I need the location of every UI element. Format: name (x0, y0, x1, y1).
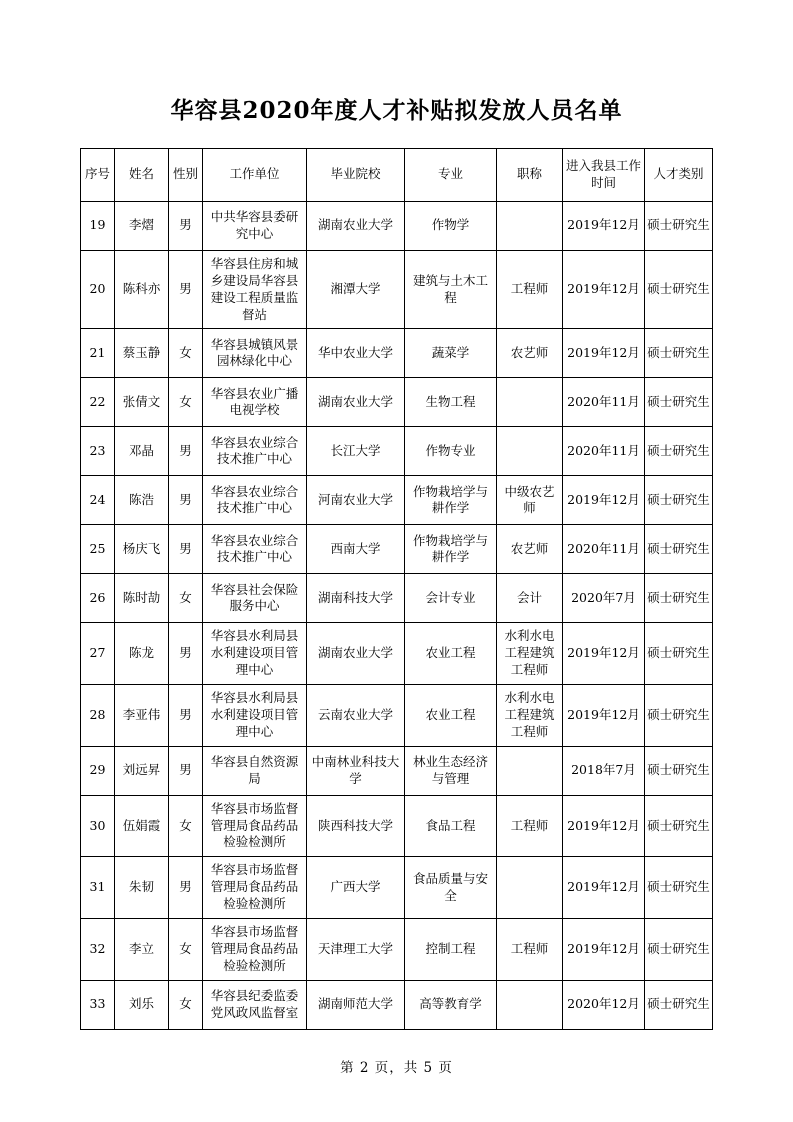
cell-date: 2019年12月 (563, 685, 645, 747)
cell-date: 2018年7月 (563, 746, 645, 795)
cell-sex: 女 (169, 918, 203, 980)
cell-index: 32 (81, 918, 115, 980)
cell-unit: 华容县农业综合技术推广中心 (203, 525, 307, 574)
column-header-name: 姓名 (115, 148, 169, 201)
column-header-title: 职称 (497, 148, 563, 201)
cell-name: 陈龙 (115, 623, 169, 685)
cell-sex: 女 (169, 795, 203, 857)
cell-school: 西南大学 (307, 525, 405, 574)
cell-school: 陕西科技大学 (307, 795, 405, 857)
cell-title (497, 746, 563, 795)
cell-unit: 华容县农业综合技术推广中心 (203, 476, 307, 525)
cell-type: 硕士研究生 (645, 980, 713, 1029)
cell-major: 食品工程 (405, 795, 497, 857)
cell-title: 农艺师 (497, 329, 563, 378)
table-row (81, 201, 713, 250)
cell-school: 云南农业大学 (307, 685, 405, 747)
cell-index: 30 (81, 795, 115, 857)
cell-index: 28 (81, 685, 115, 747)
table-body (81, 201, 713, 1029)
cell-school: 湖南师范大学 (307, 980, 405, 1029)
cell-index: 21 (81, 329, 115, 378)
cell-unit: 华容县市场监督管理局食品药品检验检测所 (203, 918, 307, 980)
cell-index: 33 (81, 980, 115, 1029)
cell-date: 2019年12月 (563, 918, 645, 980)
cell-index: 27 (81, 623, 115, 685)
cell-index: 25 (81, 525, 115, 574)
cell-type: 硕士研究生 (645, 857, 713, 919)
cell-name: 朱韧 (115, 857, 169, 919)
cell-type: 硕士研究生 (645, 746, 713, 795)
cell-major: 作物专业 (405, 427, 497, 476)
cell-date: 2020年11月 (563, 525, 645, 574)
cell-type: 硕士研究生 (645, 795, 713, 857)
cell-school: 湘潭大学 (307, 250, 405, 329)
table-row (81, 918, 713, 980)
column-header-index: 序号 (81, 148, 115, 201)
table-row (81, 623, 713, 685)
cell-school: 湖南农业大学 (307, 201, 405, 250)
cell-unit: 华容县社会保险服务中心 (203, 574, 307, 623)
cell-title: 会计 (497, 574, 563, 623)
cell-unit: 华容县水利局县水利建设项目管理中心 (203, 685, 307, 747)
cell-unit: 华容县农业广播电视学校 (203, 378, 307, 427)
cell-title: 水利水电工程建筑工程师 (497, 685, 563, 747)
cell-name: 李立 (115, 918, 169, 980)
cell-date: 2019年12月 (563, 250, 645, 329)
column-header-date: 进入我县工作时间 (563, 148, 645, 201)
cell-date: 2019年12月 (563, 201, 645, 250)
cell-index: 31 (81, 857, 115, 919)
cell-school: 湖南农业大学 (307, 623, 405, 685)
cell-unit: 华容县水利局县水利建设项目管理中心 (203, 623, 307, 685)
cell-school: 河南农业大学 (307, 476, 405, 525)
cell-unit: 华容县农业综合技术推广中心 (203, 427, 307, 476)
table-row (81, 746, 713, 795)
cell-date: 2019年12月 (563, 329, 645, 378)
cell-type: 硕士研究生 (645, 329, 713, 378)
cell-sex: 女 (169, 574, 203, 623)
cell-type: 硕士研究生 (645, 574, 713, 623)
cell-type: 硕士研究生 (645, 378, 713, 427)
cell-index: 24 (81, 476, 115, 525)
cell-unit: 华容县市场监督管理局食品药品检验检测所 (203, 795, 307, 857)
cell-index: 19 (81, 201, 115, 250)
table-row (81, 685, 713, 747)
cell-title: 工程师 (497, 918, 563, 980)
cell-title: 中级农艺师 (497, 476, 563, 525)
cell-school: 华中农业大学 (307, 329, 405, 378)
cell-name: 李熠 (115, 201, 169, 250)
cell-type: 硕士研究生 (645, 525, 713, 574)
cell-type: 硕士研究生 (645, 623, 713, 685)
cell-sex: 男 (169, 427, 203, 476)
column-header-major: 专业 (405, 148, 497, 201)
table-row (81, 980, 713, 1029)
cell-major: 控制工程 (405, 918, 497, 980)
cell-school: 中南林业科技大学 (307, 746, 405, 795)
cell-unit: 华容县纪委监委党风政风监督室 (203, 980, 307, 1029)
column-header-unit: 工作单位 (203, 148, 307, 201)
table-row (81, 427, 713, 476)
cell-date: 2019年12月 (563, 857, 645, 919)
table-row (81, 250, 713, 329)
cell-name: 李亚伟 (115, 685, 169, 747)
cell-name: 邓晶 (115, 427, 169, 476)
page-title: 华容县2020年度人才补贴拟发放人员名单 (170, 97, 623, 124)
table-row (81, 574, 713, 623)
cell-major: 作物栽培学与耕作学 (405, 525, 497, 574)
table-row (81, 476, 713, 525)
table-row (81, 329, 713, 378)
cell-date: 2020年12月 (563, 980, 645, 1029)
cell-major: 生物工程 (405, 378, 497, 427)
cell-major: 农业工程 (405, 685, 497, 747)
cell-name: 陈浩 (115, 476, 169, 525)
cell-major: 林业生态经济与管理 (405, 746, 497, 795)
cell-sex: 男 (169, 857, 203, 919)
cell-unit: 华容县自然资源局 (203, 746, 307, 795)
cell-name: 刘远昇 (115, 746, 169, 795)
cell-sex: 男 (169, 201, 203, 250)
cell-school: 广西大学 (307, 857, 405, 919)
cell-type: 硕士研究生 (645, 250, 713, 329)
table-row (81, 378, 713, 427)
cell-name: 刘乐 (115, 980, 169, 1029)
cell-title (497, 980, 563, 1029)
table-header-row (81, 148, 713, 201)
cell-name: 伍娟霞 (115, 795, 169, 857)
cell-title (497, 378, 563, 427)
cell-date: 2019年12月 (563, 476, 645, 525)
cell-sex: 女 (169, 980, 203, 1029)
cell-index: 22 (81, 378, 115, 427)
cell-title (497, 201, 563, 250)
cell-type: 硕士研究生 (645, 427, 713, 476)
table-row (81, 857, 713, 919)
cell-unit: 华容县市场监督管理局食品药品检验检测所 (203, 857, 307, 919)
cell-major: 食品质量与安全 (405, 857, 497, 919)
cell-type: 硕士研究生 (645, 685, 713, 747)
cell-index: 29 (81, 746, 115, 795)
cell-major: 作物栽培学与耕作学 (405, 476, 497, 525)
cell-major: 作物学 (405, 201, 497, 250)
cell-unit: 华容县城镇风景园林绿化中心 (203, 329, 307, 378)
cell-major: 会计专业 (405, 574, 497, 623)
cell-name: 陈科亦 (115, 250, 169, 329)
table-header (81, 148, 713, 201)
cell-name: 陈时劼 (115, 574, 169, 623)
cell-school: 天津理工大学 (307, 918, 405, 980)
cell-sex: 男 (169, 250, 203, 329)
cell-title: 水利水电工程建筑工程师 (497, 623, 563, 685)
cell-index: 20 (81, 250, 115, 329)
cell-school: 湖南科技大学 (307, 574, 405, 623)
cell-school: 湖南农业大学 (307, 378, 405, 427)
table-row (81, 795, 713, 857)
cell-unit: 中共华容县委研究中心 (203, 201, 307, 250)
cell-major: 农业工程 (405, 623, 497, 685)
column-header-sex: 性别 (169, 148, 203, 201)
cell-title: 工程师 (497, 250, 563, 329)
cell-date: 2019年12月 (563, 623, 645, 685)
cell-school: 长江大学 (307, 427, 405, 476)
cell-title: 农艺师 (497, 525, 563, 574)
table-row (81, 525, 713, 574)
cell-sex: 女 (169, 329, 203, 378)
page-footer: 第 2 页，共 5 页 (340, 1059, 453, 1076)
cell-major: 高等教育学 (405, 980, 497, 1029)
column-header-type: 人才类别 (645, 148, 713, 201)
cell-title (497, 427, 563, 476)
cell-date: 2020年11月 (563, 427, 645, 476)
cell-date: 2020年11月 (563, 378, 645, 427)
cell-name: 蔡玉静 (115, 329, 169, 378)
cell-unit: 华容县住房和城乡建设局华容县建设工程质量监督站 (203, 250, 307, 329)
cell-title (497, 857, 563, 919)
personnel-table (80, 148, 713, 1030)
cell-date: 2020年7月 (563, 574, 645, 623)
cell-sex: 男 (169, 476, 203, 525)
cell-name: 杨庆飞 (115, 525, 169, 574)
cell-index: 26 (81, 574, 115, 623)
cell-sex: 男 (169, 685, 203, 747)
cell-type: 硕士研究生 (645, 201, 713, 250)
cell-name: 张倩文 (115, 378, 169, 427)
cell-sex: 男 (169, 746, 203, 795)
cell-sex: 男 (169, 623, 203, 685)
cell-title: 工程师 (497, 795, 563, 857)
column-header-school: 毕业院校 (307, 148, 405, 201)
cell-date: 2019年12月 (563, 795, 645, 857)
cell-major: 建筑与土木工程 (405, 250, 497, 329)
cell-major: 蔬菜学 (405, 329, 497, 378)
cell-type: 硕士研究生 (645, 918, 713, 980)
cell-type: 硕士研究生 (645, 476, 713, 525)
cell-sex: 男 (169, 525, 203, 574)
cell-index: 23 (81, 427, 115, 476)
cell-sex: 女 (169, 378, 203, 427)
